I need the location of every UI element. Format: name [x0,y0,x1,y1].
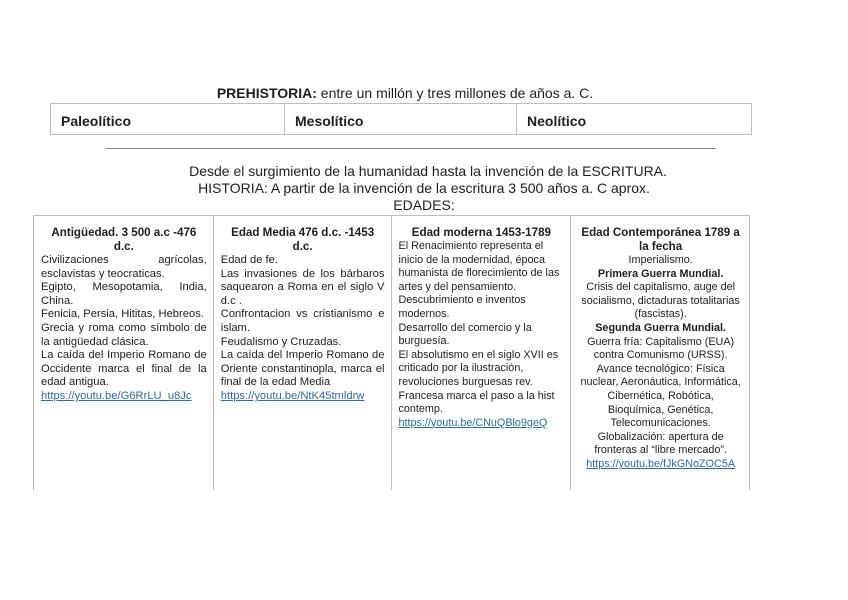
intro-line-1: Desde el surgimiento de la humanidad hasta la invención de la ESCRITURA. [189,163,667,179]
intro-line-2: HISTORIA: A partir de la invención de la escritura 3 500 años a. C aprox. [198,180,650,196]
age-title: Edad Media 476 d.c. -1453 d.c. [231,226,375,253]
horizontal-divider [106,148,716,149]
age-line: Confrontacion vs cristianismo e islam. [220,308,385,334]
age-line: Francesa marca el paso a la hist contemp. [398,389,555,416]
age-line: Grecia y roma como símbolo de la antigüedad clásica. [41,321,207,348]
prehistoria-text: entre un millón y tres millones de años a. C. [316,85,594,101]
age-column-edad-media [214,216,392,490]
prehistoria-label: PREHISTORIA: [216,85,317,101]
age-line: Feudalismo y Cruzadas. [220,335,342,348]
age-line: Avance tecnológico: Física nuclear, Aeronáutica, Informática, Cibernética, Robótica, Bioquímica, Genética, Telecomunicaciones. [580,362,741,430]
age-line: Las invasiones de los bárbaros saquearon a Roma en el siglo V d.c . [220,267,385,307]
prehistoria-heading [0,85,810,101]
age-title: Edad Contemporánea 1789 a la fecha [581,226,740,253]
video-link[interactable]: https://youtu.be/NtK45tmldrw [220,389,365,402]
period-mesolitico: Mesolítico [285,104,517,134]
age-line: Primera Guerra Mundial. [597,267,724,280]
age-line: Crisis del capitalismo, auge del socialismo, dictaduras totalitarias (fascistas). [581,281,740,321]
age-line: Civilizaciones agrícolas, esclavistas y teocraticas. [41,254,207,280]
age-column-edad-contemporanea [571,216,750,490]
age-line: Guerra fría: Capitalismo (EUA) contra Comunismo (URSS). [587,335,735,362]
age-line: La caída del Imperio Romano de Occidente marca el final de la edad antigua. [41,349,207,389]
age-line: Descubrimiento e inventos modernos. [398,294,526,320]
video-link[interactable]: https://youtu.be/CNuQBlo9geQ [398,416,548,429]
age-line: Globalización: apertura de fronteras al “libre mercado”. [594,430,727,457]
intro-line-3: EDADES: [393,197,455,213]
age-line: Egipto, Mesopotamia, India, China. [41,281,207,307]
age-line: Imperialismo. [628,254,693,266]
age-title: Antigüedad. 3 500 a.c -476 d.c. [51,226,197,253]
age-line: Fenicia, Persia, Hititas, Hebreos. [41,308,204,321]
age-column-antiguedad [34,216,214,490]
period-paleolitico: Paleolítico [51,104,285,134]
video-link[interactable]: https://youtu.be/fJkGNoZOC5A [586,457,736,470]
age-title: Edad moderna 1453-1789 [411,226,551,239]
ages-table [33,215,750,490]
age-line: La caída del Imperio Romano de Oriente constantinopla, marca el final de la edad Media [220,349,385,389]
video-link[interactable]: https://youtu.be/G6RrLU_u8Jc [41,389,192,402]
age-line: El Renacimiento representa el inicio de la modernidad, época humanista de florecimiento de las artes y del pensamiento. [398,240,560,293]
age-column-edad-moderna [392,216,572,490]
age-line: Desarrollo del comercio y la burguesía. [398,321,532,348]
age-line: Edad de fe. [220,254,278,266]
prehistoria-periods-table [50,103,752,135]
age-line: Segunda Guerra Mundial. [595,321,727,334]
age-line: El absolutismo en el siglo XVII es criticado por la ilustración, revoluciones burguesas rev. [398,348,559,388]
period-neolitico: Neolítico [527,113,587,129]
